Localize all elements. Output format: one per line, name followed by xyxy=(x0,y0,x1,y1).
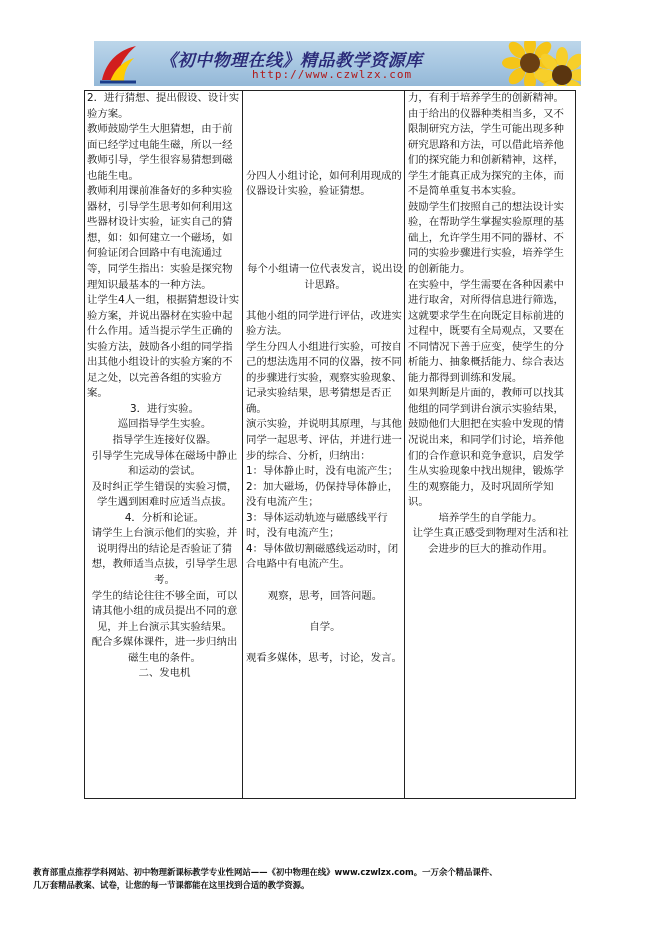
paragraph: 巡回指导学生实验。 xyxy=(117,418,212,431)
paragraph: 每个小组请一位代表发言，说出设计思路。 xyxy=(247,263,403,291)
paragraph: 引导学生完成导体在磁场中静止和运动的尝试。 xyxy=(91,449,238,478)
footer-line: 教育部重点推荐学科网站、初中物理新课标教学专业性网站——《初中物理在线》www.czwlzx.com。一万余个精品课件、 xyxy=(33,867,498,877)
column-divider xyxy=(242,91,243,798)
paragraph: 配合多媒体课件，进一步归纳出磁生电的条件。 xyxy=(91,636,238,664)
column-divider xyxy=(404,91,405,798)
paragraph: 观察，思考，回答问题。 xyxy=(267,589,383,602)
design-intent-column xyxy=(408,91,573,557)
paragraph: 及时纠正学生错误的实验习惯，学生遇到困难时应适当点拔。 xyxy=(91,480,238,509)
conclusion-item: 3：导体运动轨迹与磁感线平行时，没有电流产生； xyxy=(246,511,388,540)
paragraph: 演示实验，并说明其原理，与其他同学一起思考、评估，并进行进一步的综合、分析，归纳出： xyxy=(246,418,402,462)
paragraph: 请学生上台演示他们的实验，并说明得出的结论是否验证了猜想，教师适当点拔，引导学生思考。 xyxy=(91,527,238,586)
paragraph: 教师利用课前准备好的多种实验器材，引导学生思考如何利用这些器材设计实验，证实自己的猜想，如：如何建立一个磁场，如何验证闭合回路中有电流通过等，同学生指出：实验是探究物理知识最基本的一种方法。 xyxy=(87,185,233,291)
paragraph: 自学。 xyxy=(309,620,341,633)
step-heading: 4．分析和论证。 xyxy=(124,511,205,524)
paragraph: 力，有利于培养学生的创新精神。 xyxy=(408,92,564,104)
step-heading: 2．进行猜想、提出假设、设计实验方案。 xyxy=(87,92,240,120)
banner-title: 《初中物理在线》精品教学资源库 xyxy=(160,51,423,71)
paragraph: 其他小组的同学进行评估，改进实验方法。 xyxy=(246,309,402,338)
paragraph: 学生的结论往往不够全面，可以请其他小组的成员提出不同的意见，并上台演示其实验结果。 xyxy=(91,589,238,633)
step-heading: 3．进行实验。 xyxy=(130,402,199,415)
conclusion-item: 4：导体做切割磁感线运动时，闭合电路中有电流产生。 xyxy=(246,542,399,571)
paragraph: 让学生真正感受到物理对生活和社会进步的巨大的推动作用。 xyxy=(412,527,569,555)
paragraph: 观看多媒体，思考，讨论，发言。 xyxy=(246,651,402,664)
teacher-activity-column xyxy=(87,91,242,682)
section-heading: 二、发电机 xyxy=(138,667,191,680)
paragraph: 让学生4人一组，根据猜想设计实验方案，并说出器材在实验中起什么作用。适当提示学生正确的实验方法，鼓励各小组的同学指出其他小组设计的实验方案的不足之处，以完善各组的实验方案。 xyxy=(87,294,240,400)
page-footer xyxy=(33,866,633,892)
conclusion-item: 1：导体静止时，没有电流产生； xyxy=(246,465,399,478)
paragraph: 教师鼓励学生大胆猜想，由于前面已经学过电能生磁，所以一经教师引导，学生很容易猜想到磁也能生电。 xyxy=(87,123,233,182)
site-logo-icon xyxy=(96,42,140,85)
paragraph: 如果判断是片面的，教师可以找其他组的同学到讲台演示实验结果，鼓励他们大胆把在实验中发现的情况说出来，和同学们讨论，培养他们的合作意识和竞争意识，启发学生从实验现象中找出规律，锻炼学生的观察能力，及时巩固所学知识。 xyxy=(408,387,564,509)
site-banner xyxy=(94,41,581,86)
sunflower-icon xyxy=(534,47,581,86)
paragraph: 由于给出的仪器种类相当多，又不限制研究方法，学生可能出现多种研究思路和方法，可以借此培养他们的探究能力和创新精神，这样，学生才能真正成为探究的主体，而不是简单重复书本实验。 xyxy=(408,107,564,198)
paragraph: 鼓励学生们按照自己的想法设计实验，在帮助学生掌握实验原理的基础上，允许学生用不同的器材、不同的实验步骤进行实验，培养学生的创新能力。 xyxy=(408,200,564,276)
paragraph: 在实验中，学生需要在各种因素中进行取舍，对所得信息进行筛选，这就要求学生在向既定目标前进的过程中，既要有全局观点，又要在不同情况下善于应变，使学生的分析能力、抽象概括能力、综合表达能力都得到训练和发展。 xyxy=(408,278,564,384)
conclusion-item: 2：加大磁场，仍保持导体静止，没有电流产生； xyxy=(246,480,399,509)
student-activity-column xyxy=(246,91,404,666)
paragraph: 指导学生连接好仪器。 xyxy=(112,434,217,447)
paragraph: 学生分四人小组进行实验，可按自己的想法选用不同的仪器，按不同的步骤进行实验，观察实验现象、记录实验结果，思考猜想是否正确。 xyxy=(246,340,402,415)
paragraph: 培养学生的自学能力。 xyxy=(438,511,543,524)
banner-url[interactable]: http://www.czwlzx.com xyxy=(252,68,413,81)
paragraph: 分四人小组讨论，如何利用现成的仪器设计实验，验证猜想。 xyxy=(246,169,402,198)
lesson-table xyxy=(84,90,576,799)
footer-line: 几万套精品教案、试卷，让您的每一节课都能在这里找到合适的教学资源。 xyxy=(33,880,310,890)
